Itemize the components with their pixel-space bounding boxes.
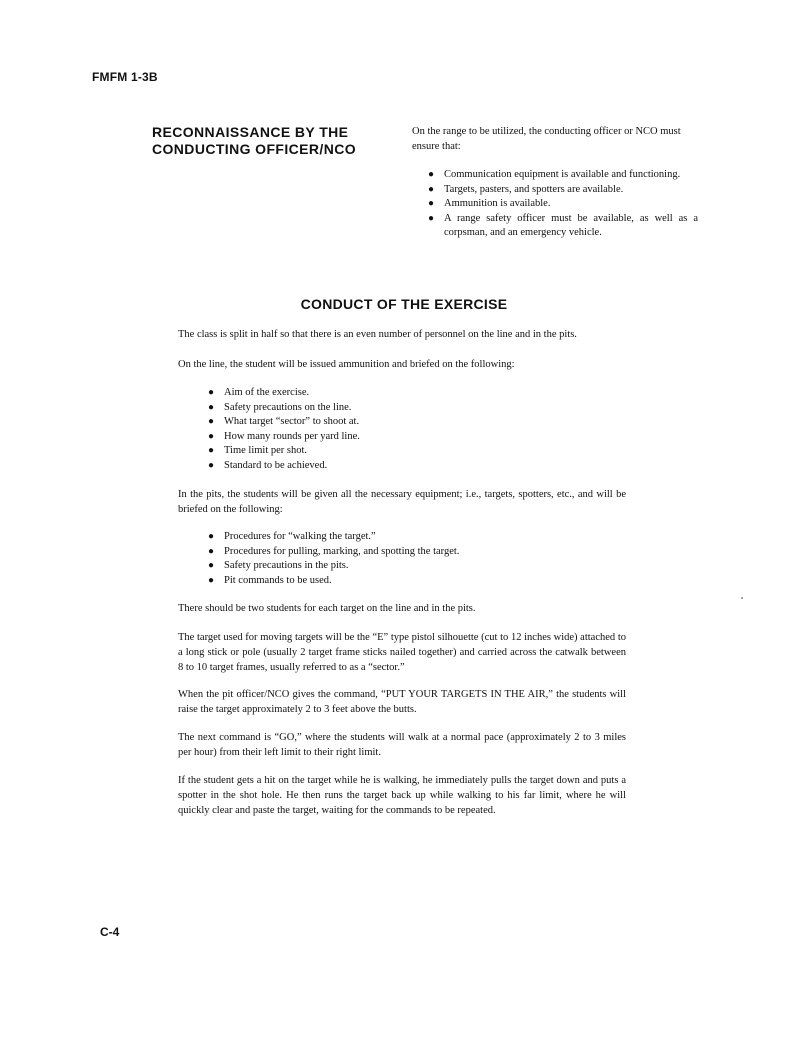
list-item-text: What target “sector” to shoot at. (224, 416, 360, 428)
paragraph-in-the-pits: In the pits, the students will be given all the necessary equipment; i.e., targets, spotters, etc., and will be briefed on the following: (178, 489, 626, 516)
list-item-text: A range safety officer must be available, as well as a corpsman, and an emergency vehicle. (444, 212, 698, 239)
bullet-icon: ● (208, 387, 215, 398)
list-item (426, 212, 698, 241)
list-item (426, 168, 698, 183)
bullet-icon: ● (428, 183, 435, 195)
list-item-text: How many rounds per yard line. (224, 430, 360, 442)
list-item (426, 183, 698, 198)
conduct-heading: CONDUCT OF THE EXERCISE (300, 296, 508, 312)
list-item-text: Communication equipment is available and functioning. (444, 169, 681, 180)
paragraph-go-command: The next command is “GO,” where the students will walk at a normal pace (approximately 2 to 3 miles per hour) from their left limit to their right limit. (178, 732, 626, 759)
list-item-text: Standard to be achieved. (224, 459, 328, 471)
reconnaissance-heading (152, 124, 382, 158)
list-item-text: Pit commands to be used. (224, 574, 332, 586)
list-item (206, 386, 606, 401)
reconnaissance-heading-line-1: RECONNAISSANCE BY THE (152, 124, 349, 140)
list-item-text: Ammunition is available. (444, 198, 551, 210)
bullet-icon: ● (428, 198, 435, 210)
bullet-icon: ● (428, 212, 435, 224)
list-item-text: Procedures for “walking the target.” (224, 531, 376, 542)
list-item (206, 545, 606, 560)
paragraph-target-description: The target used for moving targets will be the “E” type pistol silhouette (cut to 12 inches wide) attached to a long stick or pole (usually 2 target frame sticks nailed together) and carried across the catwalk between 8 to 10 target frames, usually referred to as a “sector.” (178, 632, 626, 674)
pit-briefing-list (206, 530, 606, 588)
paragraph-class-split: The class is split in half so that there is an even number of personnel on the line and in the pits. (178, 329, 577, 340)
paragraph-on-the-line: On the line, the student will be issued ammunition and briefed on the following: (178, 359, 515, 370)
bullet-icon: ● (208, 401, 215, 413)
list-item-text: Aim of the exercise. (224, 387, 310, 398)
list-item (206, 559, 606, 574)
list-item-text: Time limit per shot. (224, 445, 308, 457)
bullet-icon: ● (208, 574, 215, 586)
bullet-icon: ● (208, 560, 215, 572)
bullet-icon: ● (428, 169, 435, 180)
list-item-text: Safety precautions in the pits. (224, 560, 349, 572)
bullet-icon: ● (208, 459, 215, 471)
list-item (206, 415, 606, 430)
list-item-text: Targets, pasters, and spotters are available. (444, 183, 624, 195)
list-item (206, 401, 606, 416)
paragraph-targets-in-air: When the pit officer/NCO gives the command, “PUT YOUR TARGETS IN THE AIR,” the students will raise the target approximately 2 to 3 feet above the butts. (178, 689, 626, 716)
list-item (206, 574, 606, 589)
paragraph-two-students: There should be two students for each target on the line and in the pits. (178, 603, 476, 614)
list-item (426, 197, 698, 212)
list-item (206, 444, 606, 459)
list-item-text: Safety precautions on the line. (224, 401, 352, 413)
line-briefing-list (206, 386, 606, 474)
list-item (206, 430, 606, 445)
page-number: C-4 (100, 925, 120, 939)
reconnaissance-intro: On the range to be utilized, the conducting officer or NCO must ensure that: (412, 126, 681, 152)
reconnaissance-heading-line-2: CONDUCTING OFFICER/NCO (152, 141, 357, 157)
list-item (206, 530, 606, 545)
bullet-icon: ● (208, 416, 215, 428)
paragraph-hit-procedure: If the student gets a hit on the target while he is walking, he immediately pulls the target down and puts a spotter in the shot hole. He then runs the target back up while walking to his far limit, where he will quickly clear and paste the target, waiting for the commands to be repeated. (178, 775, 626, 817)
bullet-icon: ● (208, 445, 215, 457)
bullet-icon: ● (208, 531, 215, 542)
reconnaissance-checklist (426, 168, 698, 241)
bullet-icon: ● (208, 545, 215, 557)
list-item-text: Procedures for pulling, marking, and spotting the target. (224, 545, 460, 557)
bullet-icon: ● (208, 430, 215, 442)
document-id: FMFM 1-3B (92, 70, 158, 84)
scan-speck (741, 597, 743, 599)
list-item (206, 459, 606, 474)
